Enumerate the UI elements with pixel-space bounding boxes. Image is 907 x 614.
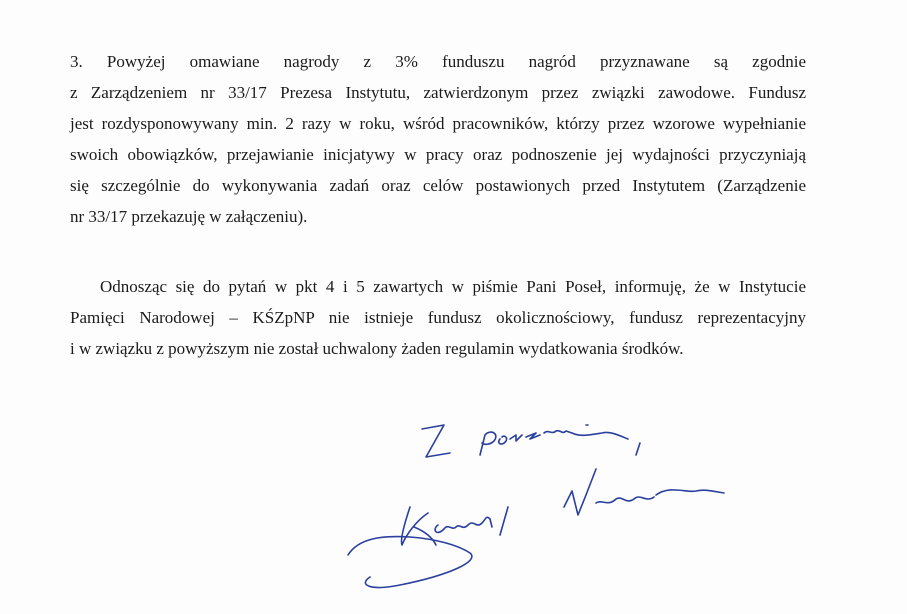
signature-name-stroke <box>414 527 436 545</box>
text-line: swoich obowiązków, przejawianie inicjatywy w pracy oraz podnoszenie jej wydajności przyczyniają <box>70 145 806 164</box>
text-line: jest rozdysponowywany min. 2 razy w roku, wśród pracowników, którzy przez wzorowe wypełnianie <box>70 114 806 133</box>
signature-greeting-stroke <box>636 443 640 455</box>
text-line: się szczególnie do wykonywania zadań oraz celów postawionych przed Instytutem (Zarządzenie <box>70 176 806 195</box>
signature-name-stroke <box>435 517 492 532</box>
text-line: z Zarządzeniem nr 33/17 Prezesa Instytutu, zatwierdzonym przez związki zawodowe. Fundusz <box>70 83 806 102</box>
text-line: Pamięci Narodowej – KŚZpNP nie istnieje fundusz okolicznościowy, fundusz reprezentacyjny <box>70 308 806 327</box>
signature-name-stroke <box>401 507 428 545</box>
signature-name-stroke <box>596 497 654 503</box>
paragraph-point-3 <box>70 46 806 232</box>
signature-name-stroke <box>348 537 472 588</box>
text-line: Odnosząc się do pytań w pkt 4 i 5 zawartych w piśmie Pani Poseł, informuję, że w Instytucie <box>100 277 806 296</box>
text-line: 3. Powyżej omawiane nagrody z 3% funduszu nagród przyznawane są zgodnie <box>70 52 806 71</box>
text-line: i w związku z powyższym nie został uchwalony żaden regulamin wydatkowania środków. <box>70 339 684 358</box>
text-line: nr 33/17 przekazuję w załączeniu). <box>70 207 308 226</box>
signature-name-stroke <box>564 469 596 515</box>
handwritten-signature <box>340 395 760 605</box>
signature-greeting-stroke <box>499 433 540 444</box>
signature-greeting-stroke <box>422 425 450 457</box>
signature-name-stroke <box>500 507 508 535</box>
signature-greeting-stroke <box>480 432 496 455</box>
paragraph-points-4-5 <box>70 271 806 364</box>
signature-name-stroke <box>656 490 724 495</box>
signature-greeting-stroke <box>544 431 628 439</box>
